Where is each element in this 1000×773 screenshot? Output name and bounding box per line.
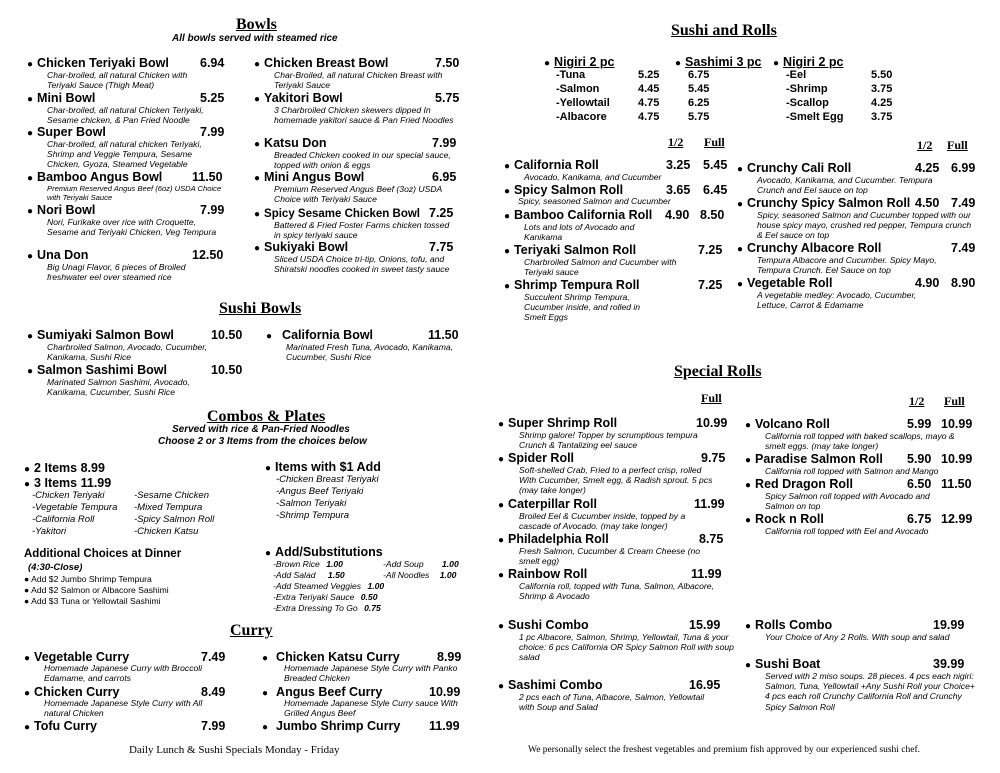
bowls-title: Bowls: [236, 16, 277, 33]
nigiri-name: -Tuna: [556, 69, 586, 81]
add1-item: -Angus Beef Teriyaki: [276, 486, 364, 497]
menu-item: ● Crunchy Cali Roll 4.25 6.99: [737, 161, 976, 175]
menu-item: ● Caterpillar Roll 11.99: [498, 497, 725, 511]
choice: -Chicken Katsu: [134, 526, 199, 537]
nigiri-name: -Albacore: [556, 111, 607, 123]
sushi-rolls-title: Sushi and Rolls: [671, 22, 777, 39]
full-header: Full: [944, 394, 965, 408]
dinner-item: ● Add $2 Salmon or Albacore Sashimi: [24, 585, 169, 595]
full-header: Full: [704, 135, 725, 149]
add1-title: ● Items with $1 Add: [265, 460, 381, 474]
footer-right: We personally select the freshest vegetables and premium fish approved by our experienced sushi chef.: [528, 745, 921, 755]
menu-item: ● Salmon Sashimi Bowl 10.50: [27, 363, 243, 377]
menu-item: ● Paradise Salmon Roll 5.90 10.99: [745, 452, 973, 466]
sashimi-title: ● Sashimi 3 pc: [675, 55, 762, 69]
combos-subtitle: Served with rice & Pan-Fried Noodles: [172, 424, 350, 435]
item-desc: Homemade Japanese Style Curry with Panko Breaded Chicken: [284, 663, 458, 684]
choice: -Mixed Tempura: [134, 502, 203, 513]
item-desc: Nori, Furikake over rice with Croquette, Sesame and Teriyaki Chicken, Veg Tempura: [47, 217, 217, 238]
item-desc: Tempura Albacore and Cucumber. Spicy Mayo, Tempura Crunch. Eel Sauce on top: [757, 255, 937, 276]
half-header: 1/2: [668, 135, 684, 149]
menu-item: ● Super Shrimp Roll 10.99: [498, 416, 728, 430]
sub-item: -Add Soup 1.00: [383, 559, 459, 569]
item-desc: Premium Reserved Angus Beef (3oz) USDA Choice with Teriyaki Sauce: [274, 184, 442, 205]
menu-item: ● Jumbo Shrimp Curry 11.99: [262, 719, 460, 733]
nigiri-name: -Shrimp: [786, 83, 828, 95]
item-desc: Charbroiled Salmon and Cucumber with Teriyaki sauce: [524, 257, 677, 278]
item-desc: Marinated Fresh Tuna, Avocado, Kanikama, Cucumber, Sushi Rice: [286, 342, 454, 363]
menu-item: ● Angus Beef Curry 10.99: [262, 685, 461, 699]
half-header: 1/2: [917, 138, 933, 152]
item-desc: Sliced USDA Choice tri-tip, Onions, tofu, and Shiratski noodles cooked in sweet tasty sauce: [274, 254, 450, 275]
menu-item: ● Mini Bowl 5.25: [27, 91, 225, 105]
menu-item: ● Vegetable Roll 4.90 8.90: [737, 276, 976, 290]
dinner-item: ● Add $3 Tuna or Yellowtail Sashimi: [24, 596, 161, 606]
menu-item: ● Spicy Sesame Chicken Bowl 7.25: [254, 206, 454, 220]
nigiri-name: -Salmon: [556, 83, 600, 95]
item-desc: Fresh Salmon, Cucumber & Cream Cheese (no smelt egg): [519, 546, 701, 567]
menu-item: ● Mini Angus Bowl 6.95: [254, 170, 457, 184]
nigiri-price: 3.75: [871, 83, 893, 95]
sashimi-price: 5.75: [688, 111, 710, 123]
menu-item: ● Super Bowl 7.99: [27, 125, 225, 139]
menu-item: ● Rainbow Roll 11.99: [498, 567, 722, 581]
combos-subtitle-2: Choose 2 or 3 Items from the choices below: [158, 436, 367, 447]
item-desc: Premium Reserved Angus Beef (6oz) USDA Choice with Teriyaki Sauce: [47, 184, 222, 202]
sub-item: -Add Steamed Veggies 1.00: [273, 581, 385, 591]
nigiri-price: 4.45: [638, 83, 660, 95]
item-desc: Spicy Salmon roll topped with Avocado and Salmon on top: [765, 491, 930, 512]
sub-item: -All Noodles 1.00: [383, 570, 457, 580]
item-desc: Marinated Salmon Sashimi, Avocado, Kanikama, Cucumber, Sushi Rice: [47, 377, 190, 398]
item-desc: Spicy, seasoned Salmon and Cucumber topped with our house spicy mayo, crushed red pepper, Tempura crunch & Eel sauce on top: [757, 210, 972, 241]
add1-item: -Shrimp Tempura: [276, 510, 350, 521]
item-desc: California roll topped with Eel and Avocado: [765, 526, 929, 536]
item-desc: Lots and lots of Avocado and Kanikama: [524, 222, 635, 243]
item-desc: Breaded Chicken cooked in our special sauce, topped with onion & eggs: [274, 150, 451, 171]
nigiri-price: 5.50: [871, 69, 893, 81]
nigiri-price: 4.75: [638, 97, 660, 109]
menu-item: ● Rolls Combo 19.99: [745, 618, 965, 632]
choice: -Chicken Teriyaki: [32, 490, 105, 501]
sashimi-price: 5.45: [688, 83, 710, 95]
item-desc: California roll topped with Salmon and Mango: [765, 466, 939, 476]
menu-item: ● Bamboo Angus Bowl 11.50: [27, 170, 223, 184]
item-desc: Char-broiled, all natural Chicken Teriyaki, Sesame chicken, & Pan Fried Noodle: [47, 105, 204, 126]
item-desc: Homemade Japanese Style Curry with All natural Chicken: [44, 698, 203, 719]
nigiri-name: -Smelt Egg: [786, 111, 844, 123]
menu-item: ● Philadelphia Roll 8.75: [498, 532, 724, 546]
item-desc: Homemade Japanese Style Curry sauce With Grilled Angus Beef: [284, 698, 458, 719]
dinner-title: Additional Choices at Dinner: [24, 548, 182, 560]
nigiri-price: 5.25: [638, 69, 660, 81]
combo-two-items: ● 2 Items 8.99: [24, 461, 105, 475]
curry-title: Curry: [230, 622, 273, 639]
menu-item: ● Chicken Teriyaki Bowl 6.94: [27, 56, 225, 70]
menu-item: ● Sushi Boat 39.99: [745, 657, 965, 671]
item-desc: California roll, topped with Tuna, Salmon, Albacore, Shrimp & Avocado: [519, 581, 714, 602]
menu-item: ● Tofu Curry 7.99: [24, 719, 226, 733]
sushi-bowls-title: Sushi Bowls: [219, 300, 302, 317]
item-desc: A vegetable medley: Avocado, Cucumber, Lettuce, Carrot & Edamame: [757, 290, 917, 311]
menu-item: ● Bamboo California Roll 4.90 8.50: [504, 208, 725, 222]
item-desc: Char-Broiled, all natural Chicken Breast with Teriyaki Sauce: [274, 70, 443, 91]
full-header: Full: [947, 138, 968, 152]
combos-title: Combos & Plates: [207, 408, 326, 425]
dinner-item: ● Add $2 Jumbo Shrimp Tempura: [24, 574, 152, 584]
item-desc: Served with 2 miso soups. 28 pieces. 4 pcs each nigiri: Salmon, Tuna, Yellowtail +Any Sushi Roll your Choice+ 4 pcs each roll Crunchy California Roll and Crunchy Spicy Salmon Roll: [765, 671, 975, 712]
add1-item: -Chicken Breast Teriyaki: [276, 474, 379, 485]
nigiri-price: 4.75: [638, 111, 660, 123]
sashimi-price: 6.25: [688, 97, 710, 109]
item-desc: California roll topped with baked scallops, mayo & smelt eggs. (may take longer): [765, 431, 955, 452]
menu-item: ● Rock n Roll 6.75 12.99: [745, 512, 973, 526]
menu-item: ● Red Dragon Roll 6.50 11.50: [745, 477, 972, 491]
item-desc: 2 pcs each of Tuna, Albacore, Salmon, Yellowtail with Soup and Salad: [519, 692, 705, 713]
menu-item: ● California Roll 3.25 5.45: [504, 158, 728, 172]
full-header: Full: [701, 391, 722, 405]
item-desc: Spicy, seasoned Salmon and Cucumber: [518, 196, 671, 206]
menu-item: ● Crunchy Albacore Roll 7.49: [737, 241, 976, 255]
menu-item: ● California Bowl 11.50: [266, 328, 459, 342]
sashimi-price: 6.75: [688, 69, 710, 81]
half-header: 1/2: [909, 394, 925, 408]
menu-item: ● Teriyaki Salmon Roll 7.25: [504, 243, 723, 257]
nigiri-price: 4.25: [871, 97, 893, 109]
item-desc: Avocado, Kanikama, and Cucumber. Tempura Crunch and Eel sauce on top: [757, 175, 933, 196]
choice: -California Roll: [32, 514, 95, 525]
sub-item: -Add Salad 1.50: [273, 570, 345, 580]
menu-item: ● Volcano Roll 5.99 10.99: [745, 417, 973, 431]
item-desc: Char-broiled, all natural chicken Teriyaki, Shrimp and Veggie Tempura, Sesame Chicken, Gyoza, Steamed Vegetable: [47, 139, 202, 170]
sub-item: -Brown Rice 1.00: [273, 559, 343, 569]
item-desc: Homemade Japanese Curry with Broccoli Edamame, and carrots: [44, 663, 203, 684]
item-desc: Succulent Shrimp Tempura, Cucumber inside, and rolled in Smelt Eggs: [524, 292, 641, 323]
menu-item: ● Katsu Don 7.99: [254, 136, 457, 150]
choice: -Spicy Salmon Roll: [134, 514, 215, 525]
special-rolls-title: Special Rolls: [674, 363, 762, 380]
item-desc: Soft-shelled Crab, Fried to a perfect crisp, rolled With Cucumber, Smelt egg, & Radish sprout. 5 pcs (may take longer): [519, 465, 713, 496]
bowls-subtitle: All bowls served with steamed rice: [172, 33, 338, 44]
choice: -Yakitori: [32, 526, 67, 537]
dinner-hours: (4:30-Close): [28, 562, 83, 573]
sub-item: -Extra Teriyaki Sauce 0.50: [273, 592, 378, 602]
item-desc: Shrimp galore! Topper by scrumptious tempura Crunch & Tantalizing eel sauce: [519, 430, 698, 451]
menu-item: ● Spicy Salmon Roll 3.65 6.45: [504, 183, 728, 197]
menu-item: ● Sushi Combo 15.99: [498, 618, 721, 632]
menu-item: ● Sashimi Combo 16.95: [498, 678, 721, 692]
menu-item: ● Crunchy Spicy Salmon Roll 4.50 7.49: [737, 196, 976, 210]
add1-item: -Salmon Teriyaki: [276, 498, 347, 509]
item-desc: Your Choice of Any 2 Rolls. With soup and salad: [765, 632, 950, 642]
item-desc: Char-broiled, all natural Chicken with Teriyaki Sauce (Thigh Meat): [47, 70, 188, 91]
nigiri-b-title: ● Nigiri 2 pc: [773, 55, 844, 69]
combo-three-items: ● 3 Items 11.99: [24, 476, 112, 490]
nigiri-a-title: ● Nigiri 2 pc: [544, 55, 615, 69]
item-desc: 1 pc Albacore, Salmon, Shrimp, Yellowtail, Tuna & your choice: 6 pcs California OR Spicy Salmon Roll with soup salad: [519, 632, 734, 663]
menu-item: ● Nori Bowl 7.99: [27, 203, 225, 217]
menu-item: ● Shrimp Tempura Roll 7.25: [504, 278, 723, 292]
menu-item: ● Spider Roll 9.75: [498, 451, 726, 465]
nigiri-name: -Eel: [786, 69, 807, 81]
item-desc: 3 Charbroiled Chicken skewers dipped In homemade yakitori sauce & Pan Fried Noodles: [274, 105, 454, 126]
menu-item: ● Yakitori Bowl 5.75: [254, 91, 460, 105]
menu-item: ● Vegetable Curry 7.49: [24, 650, 226, 664]
nigiri-name: -Yellowtail: [556, 97, 610, 109]
choice: -Sesame Chicken: [134, 490, 209, 501]
menu-item: ● Chicken Curry 8.49: [24, 685, 226, 699]
footer-left: Daily Lunch & Sushi Specials Monday - Friday: [129, 744, 340, 756]
item-desc: Avocado, Kanikama, and Cucumber: [524, 172, 662, 182]
item-desc: Battered & Fried Foster Farms chicken tossed in spicy teriyaki sauce: [274, 220, 450, 241]
sub-item: -Extra Dressing To Go 0.75: [273, 603, 381, 613]
nigiri-price: 3.75: [871, 111, 893, 123]
item-desc: Charbroiled Salmon, Avocado, Cucumber, Kanikama, Sushi Rice: [47, 342, 208, 363]
item-desc: Broiled Eel & Cucumber inside, topped by a cascade of Avocado. (may take longer): [519, 511, 686, 532]
menu-item: ● Sukiyaki Bowl 7.75: [254, 240, 454, 254]
menu-item: ● Chicken Katsu Curry 8.99: [262, 650, 462, 664]
menu-item: ● Sumiyaki Salmon Bowl 10.50: [27, 328, 243, 342]
item-desc: Big Unagi Flavor, 6 pieces of Broiled freshwater eel over steamed rice: [47, 262, 186, 283]
menu-item: ● Una Don 12.50: [27, 248, 224, 262]
subs-title: ● Add/Substitutions: [265, 545, 383, 559]
choice: -Vegetable Tempura: [32, 502, 118, 513]
menu-item: ● Chicken Breast Bowl 7.50: [254, 56, 460, 70]
nigiri-name: -Scallop: [786, 97, 829, 109]
